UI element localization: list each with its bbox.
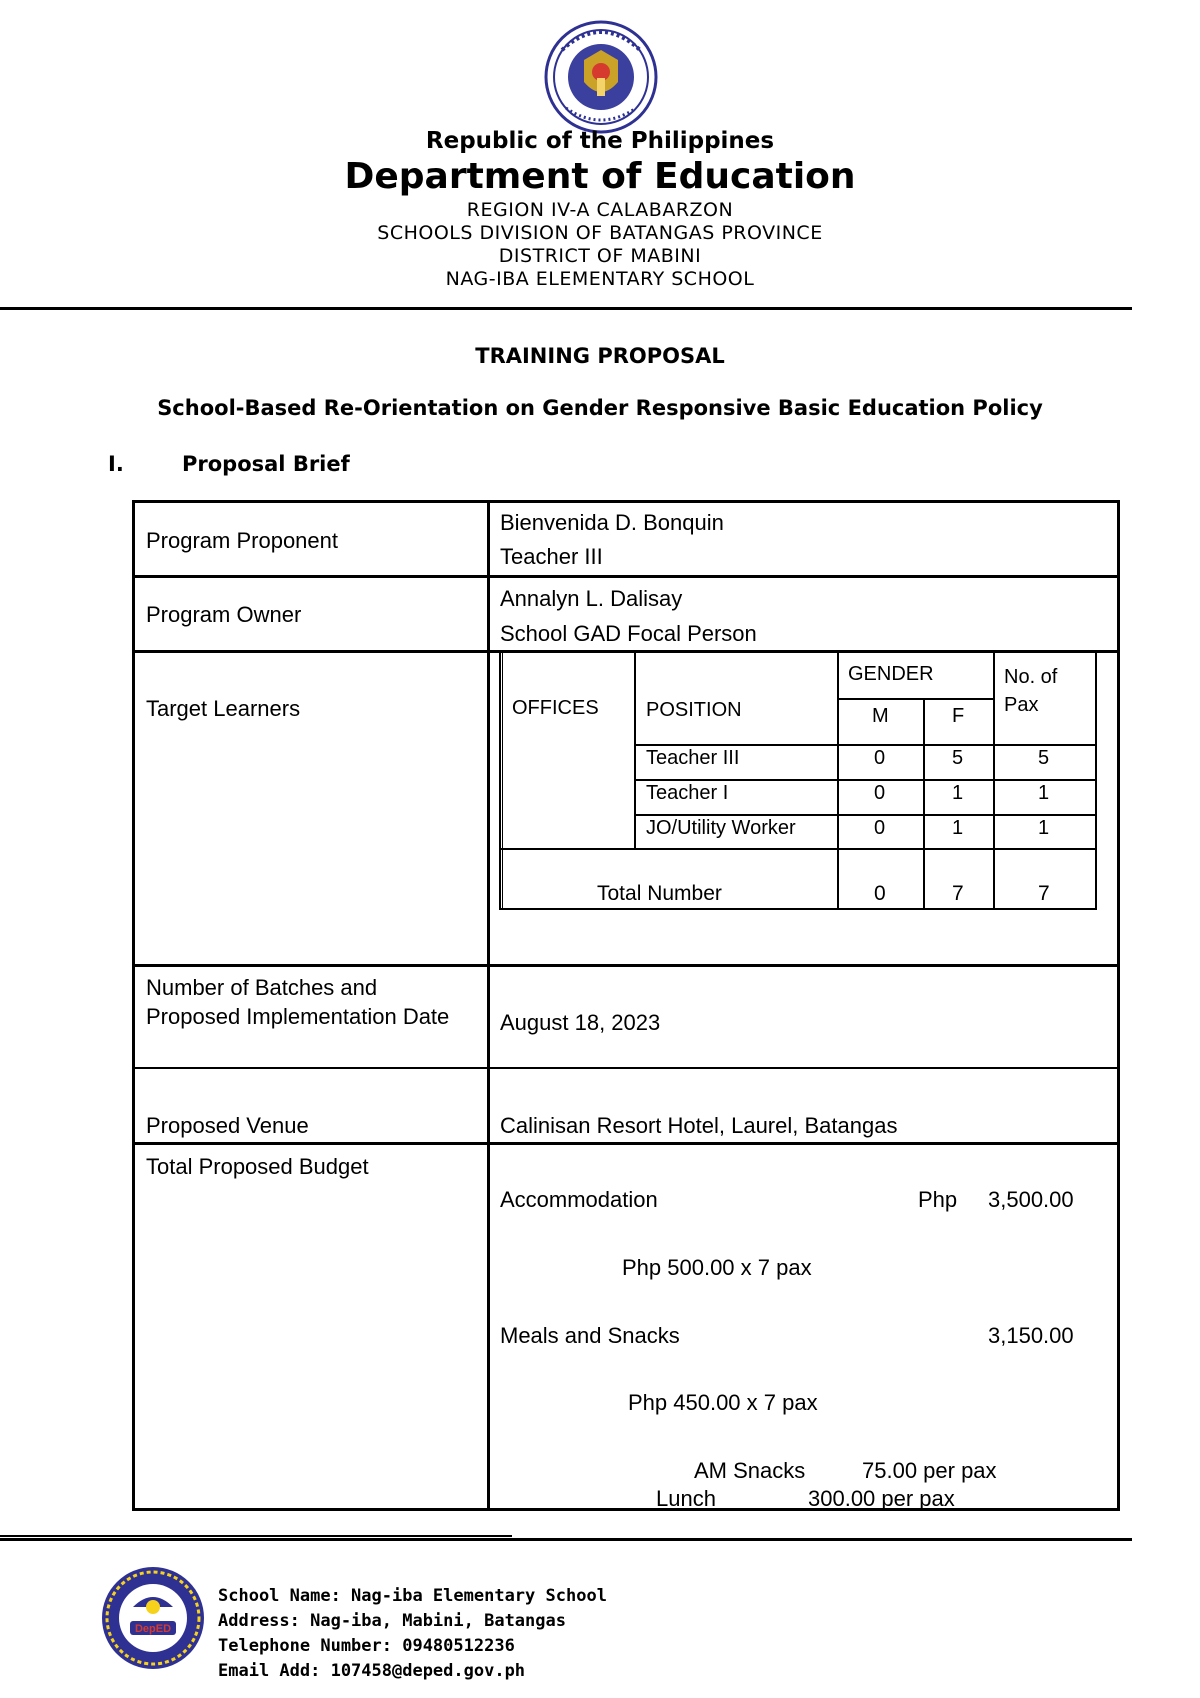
meals-label: Meals and Snacks [500, 1323, 680, 1348]
currency-label: Php [918, 1187, 958, 1212]
footer-address: Address: Nag-iba, Mabini, Batangas [218, 1611, 566, 1631]
section-number: I. [108, 452, 124, 476]
am-snacks-value: 75.00 per pax [862, 1458, 997, 1483]
total-male: 0 [874, 882, 886, 905]
district-heading: DISTRICT OF MABINI [498, 245, 702, 267]
row-position: Teacher III [646, 747, 740, 769]
female-header: F [952, 705, 965, 727]
document-subtitle: School-Based Re-Orientation on Gender Responsive Basic Education Policy [157, 396, 1043, 420]
row-male: 0 [874, 817, 886, 839]
inner-row-divider [634, 814, 1097, 816]
venue-value: Calinisan Resort Hotel, Laurel, Batangas [500, 1113, 898, 1138]
inner-row-divider [634, 779, 1097, 781]
inner-border-left-double [502, 653, 503, 910]
inner-row-divider [634, 744, 1097, 746]
accommodation-calc: Php 500.00 x 7 pax [622, 1255, 812, 1280]
row-divider [132, 1067, 1120, 1069]
accommodation-label: Accommodation [500, 1187, 658, 1212]
inner-col-divider [634, 653, 636, 849]
row-pax: 1 [1038, 782, 1050, 804]
table-border-top [132, 500, 1120, 503]
lunch-label: Lunch [656, 1486, 716, 1511]
school-logo [100, 1565, 206, 1671]
footer-school-name: School Name: Nag-iba Elementary School [218, 1586, 607, 1606]
school-heading: NAG-IBA ELEMENTARY SCHOOL [445, 268, 755, 290]
deped-seal-logo [544, 20, 658, 134]
total-pax: 7 [1038, 882, 1050, 905]
row-female: 1 [952, 782, 964, 804]
row-pax: 1 [1038, 817, 1050, 839]
meals-calc: Php 450.00 x 7 pax [628, 1390, 818, 1415]
row-position: JO/Utility Worker [646, 817, 796, 839]
header-divider [0, 307, 1132, 310]
accommodation-amount: 3,500.00 [988, 1187, 1074, 1212]
row-female: 5 [952, 747, 964, 769]
inner-row-divider [837, 698, 995, 700]
venue-label: Proposed Venue [146, 1113, 309, 1138]
table-border-bottom [132, 1508, 1120, 1511]
male-header: M [872, 705, 889, 727]
section-title: Proposal Brief [182, 452, 350, 476]
inner-border-left [499, 653, 501, 910]
footer-divider [0, 1538, 1132, 1541]
total-label: Total Number [597, 882, 722, 905]
learners-label: Target Learners [146, 696, 301, 721]
total-female: 7 [952, 882, 964, 905]
row-male: 0 [874, 782, 886, 804]
inner-col-divider [923, 699, 925, 910]
gender-header: GENDER [848, 663, 934, 685]
batches-label: Number of Batches and Proposed Implementation Date [146, 975, 450, 1029]
proponent-position: Teacher III [500, 544, 603, 569]
owner-position: School GAD Focal Person [500, 621, 757, 646]
am-snacks-label: AM Snacks [694, 1458, 806, 1483]
row-female: 1 [952, 817, 964, 839]
budget-label: Total Proposed Budget [146, 1154, 369, 1179]
inner-col-divider [993, 653, 995, 910]
position-header: POSITION [646, 699, 742, 721]
inner-row-divider [499, 848, 1097, 850]
footer-telephone: Telephone Number: 09480512236 [218, 1636, 515, 1656]
proponent-name: Bienvenida D. Bonquin [500, 510, 724, 535]
lunch-value: 300.00 per pax [808, 1486, 955, 1511]
inner-border-bottom [499, 908, 1097, 910]
region-heading: REGION IV-A CALABARZON [466, 199, 734, 221]
school-logo-label: DepED [134, 1623, 172, 1635]
department-heading: Department of Education [344, 156, 856, 197]
row-position: Teacher I [646, 782, 729, 804]
pax-header: No. of Pax [1004, 666, 1058, 716]
inner-border-right [1095, 653, 1097, 910]
row-pax: 5 [1038, 747, 1050, 769]
footer-email[interactable]: Email Add: 107458@deped.gov.ph [218, 1661, 526, 1681]
division-heading: SCHOOLS DIVISION OF BATANGAS PROVINCE [377, 222, 823, 244]
row-divider [132, 575, 1120, 578]
document-title: TRAINING PROPOSAL [475, 344, 725, 368]
owner-name: Annalyn L. Dalisay [500, 586, 683, 611]
republic-heading: Republic of the Philippines [425, 128, 775, 154]
row-divider [132, 964, 1120, 967]
inner-col-divider [837, 653, 839, 910]
offices-header: OFFICES [512, 697, 599, 719]
meals-amount: 3,150.00 [988, 1323, 1074, 1348]
row-male: 0 [874, 747, 886, 769]
owner-label: Program Owner [146, 602, 302, 627]
proponent-label: Program Proponent [146, 528, 338, 553]
footer-divider-thin [0, 1535, 512, 1537]
batches-value: August 18, 2023 [500, 1010, 661, 1035]
